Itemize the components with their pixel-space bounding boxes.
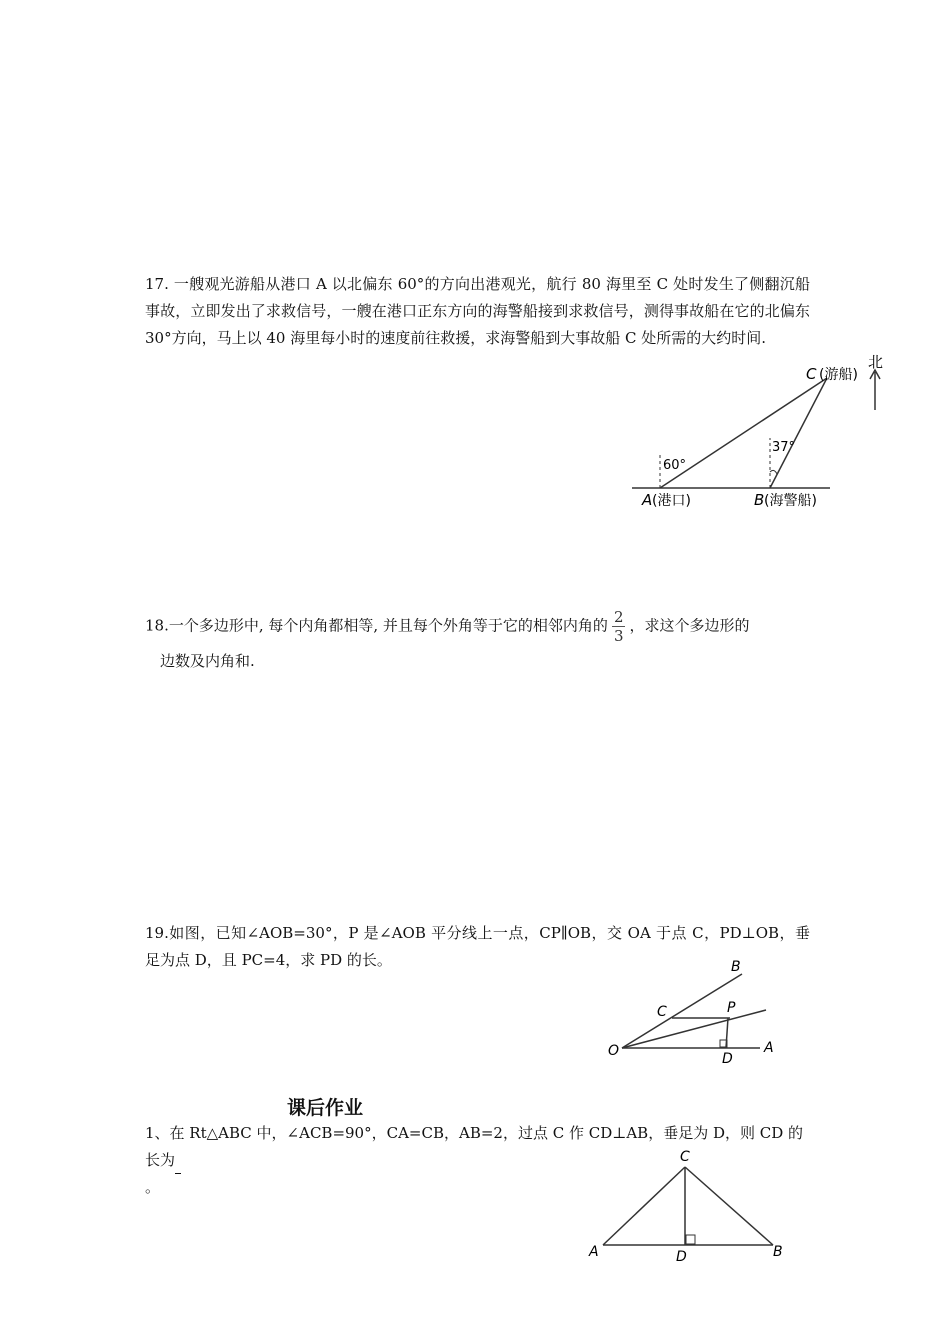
question-19-figure bbox=[600, 952, 790, 1070]
label-a: A bbox=[642, 491, 653, 509]
question-18-line2: 边数及内角和. bbox=[160, 652, 255, 670]
angle-arc-b bbox=[770, 470, 777, 474]
fraction-numerator: 2 bbox=[613, 608, 624, 626]
label-angle-60: 60° bbox=[663, 458, 687, 473]
label-a-note: (港口) bbox=[652, 493, 691, 509]
label-b: B bbox=[754, 491, 765, 509]
label-p: P bbox=[727, 1000, 736, 1016]
segment-cb bbox=[685, 1167, 773, 1245]
question-17-text: 17. 一艘观光游船从港口 A 以北偏东 60°的方向出港观光，航行 80 海里至 C 处时发生了侧翻沉船事故，立即发出了求救信号，一艘在港口正东方向的海警船接到求救信号，测得事故船在它的北偏东 30°方向，马上以 40 海里每小时的速度前往救援，求海警船到大事故船 C 处所需的大约时间. bbox=[145, 275, 810, 347]
label-c: C bbox=[657, 1004, 667, 1020]
label-a: A bbox=[764, 1040, 774, 1056]
question-18-line1 bbox=[145, 608, 810, 645]
label-b: B bbox=[731, 959, 741, 975]
label-angle-37: 37° bbox=[772, 440, 796, 455]
label-d: D bbox=[676, 1249, 687, 1265]
label-b: B bbox=[773, 1244, 783, 1260]
question-17-figure bbox=[630, 350, 890, 520]
label-o: O bbox=[608, 1043, 620, 1059]
question-19-text: 19.如图，已知∠AOB=30°，P 是∠AOB 平分线上一点，CP∥OB，交 OA 于点 C，PD⊥OB，垂足为点 D，且 PC=4，求 PD 的长。 bbox=[145, 924, 810, 969]
fraction-denominator: 3 bbox=[613, 627, 624, 645]
bisector bbox=[622, 1010, 766, 1048]
question-18-text-before: 18.一个多边形中, 每个内角都相等, 并且每个外角等于它的相邻内角的 bbox=[145, 616, 608, 635]
label-c: C bbox=[680, 1149, 690, 1165]
label-c-note: (游船) bbox=[819, 367, 858, 383]
homework-question-1-end: 。 bbox=[145, 1178, 161, 1196]
label-d: D bbox=[722, 1051, 733, 1067]
answer-blank[interactable] bbox=[175, 1159, 181, 1174]
homework-question-1-text: 1、在 Rt△ABC 中，∠ACB=90°，CA=CB，AB=2，过点 C 作 CD⊥AB，垂足为 D，则 CD 的长为 bbox=[145, 1124, 804, 1169]
ray-ob bbox=[622, 974, 742, 1048]
segment-bc bbox=[770, 378, 827, 488]
homework-title: 课后作业 bbox=[287, 1097, 364, 1119]
label-a: A bbox=[589, 1244, 599, 1260]
segment-ac bbox=[603, 1167, 685, 1245]
homework-1-figure bbox=[585, 1143, 790, 1268]
label-c: C bbox=[806, 365, 817, 383]
question-18-text-after: ，求这个多边形的 bbox=[629, 616, 750, 635]
fraction-two-thirds bbox=[612, 608, 626, 645]
label-b-note: (海警船) bbox=[764, 493, 817, 509]
label-north: 北 bbox=[868, 353, 884, 371]
right-angle-mark bbox=[686, 1235, 695, 1244]
